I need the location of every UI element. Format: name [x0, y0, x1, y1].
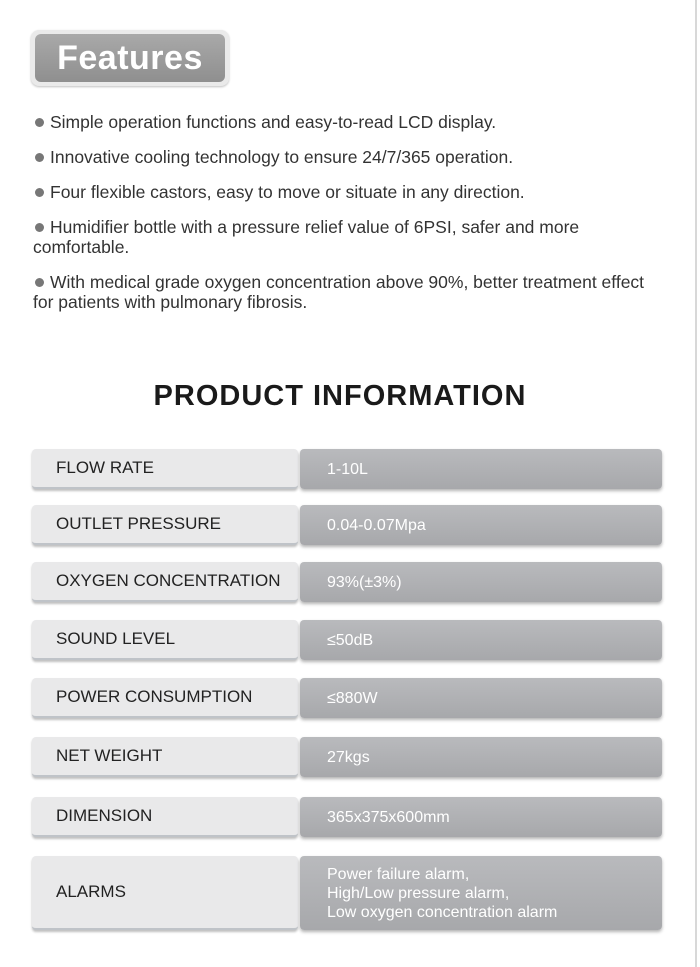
spec-row-power-consumption [32, 678, 662, 718]
feature-item [33, 182, 663, 202]
spec-row-flow-rate [32, 449, 662, 489]
spec-row-alarms [32, 856, 662, 930]
spec-value: 0.04-0.07Mpa [300, 505, 662, 545]
spec-label: DIMENSION [32, 797, 298, 837]
feature-text: Humidifier bottle with a pressure relief value of 6PSI, safer and more comfortable. [33, 217, 580, 257]
spec-value: 27kgs [300, 737, 662, 777]
feature-text: Innovative cooling technology to ensure 24/7/365 operation. [50, 147, 514, 167]
spec-row-oxygen-concentration [32, 562, 662, 602]
spec-label: NET WEIGHT [32, 737, 298, 777]
spec-label: POWER CONSUMPTION [32, 678, 298, 718]
spec-label: OUTLET PRESSURE [32, 505, 298, 545]
features-heading: Features [35, 34, 225, 82]
spec-value: 93%(±3%) [300, 562, 662, 602]
features-heading-badge [31, 30, 229, 86]
features-list [33, 112, 663, 327]
spec-label: SOUND LEVEL [32, 620, 298, 660]
bullet-icon [35, 188, 44, 197]
feature-item [33, 217, 663, 257]
feature-item [33, 112, 663, 132]
spec-label: ALARMS [32, 856, 298, 930]
spec-value: 365x375x600mm [300, 797, 662, 837]
spec-row-dimension [32, 797, 662, 837]
page-edge-divider [695, 0, 697, 967]
spec-value: ≤880W [300, 678, 662, 718]
spec-label: FLOW RATE [32, 449, 298, 489]
bullet-icon [35, 118, 44, 127]
bullet-icon [35, 278, 44, 287]
spec-value: ≤50dB [300, 620, 662, 660]
spec-value: Power failure alarm, High/Low pressure alarm, Low oxygen concentration alarm [300, 856, 662, 930]
feature-text: Simple operation functions and easy-to-read LCD display. [50, 112, 497, 132]
product-information-title: PRODUCT INFORMATION [153, 380, 527, 412]
bullet-icon [35, 223, 44, 232]
spec-value: 1-10L [300, 449, 662, 489]
feature-item [33, 272, 663, 312]
spec-row-net-weight [32, 737, 662, 777]
feature-text: With medical grade oxygen concentration above 90%, better treatment effect for patients with pulmonary fibrosis. [33, 272, 645, 312]
spec-row-sound-level [32, 620, 662, 660]
feature-item [33, 147, 663, 167]
spec-row-outlet-pressure [32, 505, 662, 545]
spec-label: OXYGEN CONCENTRATION [32, 562, 298, 602]
bullet-icon [35, 153, 44, 162]
feature-text: Four flexible castors, easy to move or situate in any direction. [50, 182, 525, 202]
